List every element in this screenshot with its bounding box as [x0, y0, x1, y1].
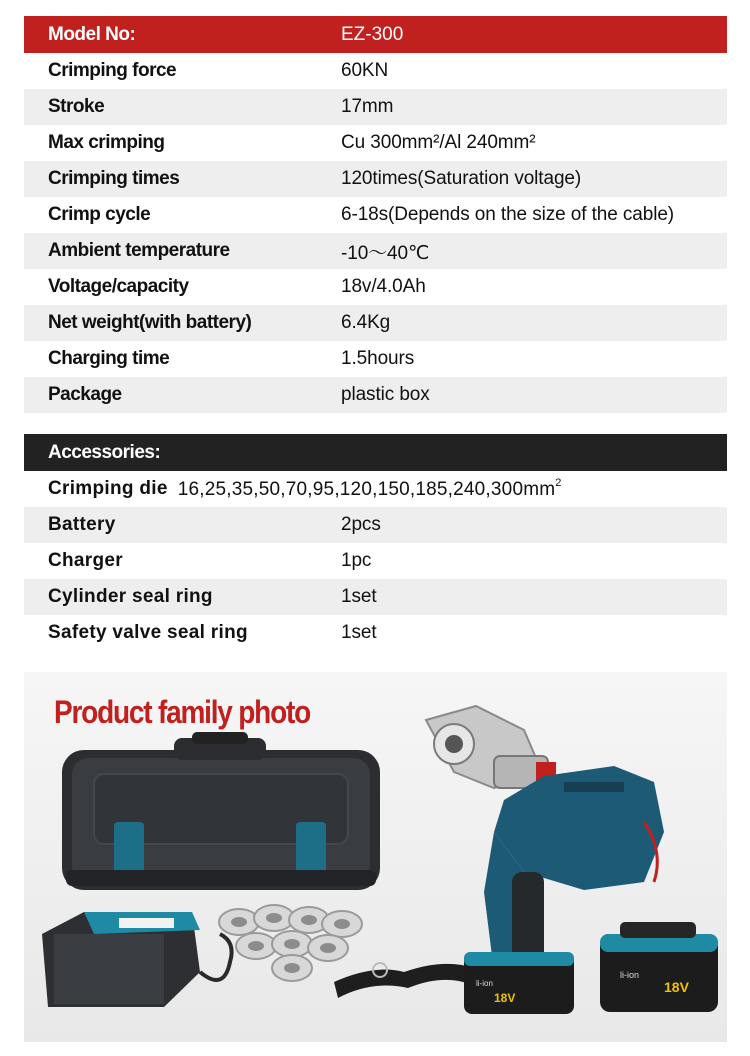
- spec-label: Crimp cycle: [48, 204, 151, 225]
- crimping-die-value: [178, 477, 562, 501]
- spec-label: Ambient temperature: [48, 240, 230, 261]
- spec-value: 6-18s(Depends on the size of the cable): [341, 204, 675, 225]
- spare-battery-image: [600, 922, 718, 1012]
- charger-image: [42, 912, 232, 1007]
- shoulder-strap-image: [334, 963, 474, 998]
- accessory-row: [24, 579, 727, 615]
- spare-battery-brand: li-ion: [620, 970, 640, 980]
- accessory-value: 1set: [341, 586, 377, 607]
- battery-brand: li-ion: [476, 979, 493, 988]
- spare-battery-label: 18V: [664, 979, 689, 995]
- spec-label: Charging time: [48, 348, 170, 369]
- spec-value: -10～40℃: [341, 242, 430, 264]
- accessory-value: 1set: [341, 622, 377, 643]
- crimping-dies-image: [219, 905, 362, 981]
- spec-row: [24, 341, 727, 377]
- accessory-row: [24, 507, 727, 543]
- accessory-label: Battery: [48, 514, 116, 535]
- unit-superscript: 2: [555, 477, 562, 489]
- accessories-table: [24, 434, 727, 651]
- spec-row: [24, 161, 727, 197]
- spec-row: [24, 269, 727, 305]
- spec-label: Max crimping: [48, 132, 165, 153]
- spec-value: 17mm: [341, 96, 394, 117]
- accessory-label: Cylinder seal ring: [48, 586, 213, 607]
- spec-label: Crimping force: [48, 60, 177, 81]
- accessory-row: [24, 543, 727, 579]
- accessories-title: Accessories:: [48, 441, 161, 463]
- spec-row: [24, 377, 727, 413]
- spec-label: Voltage/capacity: [48, 276, 189, 297]
- accessories-header-row: [24, 434, 727, 471]
- spec-row: [24, 53, 727, 89]
- spec-table: [24, 16, 727, 413]
- spec-row: [24, 89, 727, 125]
- battery-label: 18V: [494, 991, 516, 1005]
- accessory-value: 1pc: [341, 550, 372, 571]
- model-value: EZ-300: [341, 23, 404, 45]
- accessory-label: Safety valve seal ring: [48, 622, 248, 643]
- crimping-die-label: Crimping die: [48, 478, 168, 499]
- carrying-case-image: [62, 732, 380, 890]
- model-header-row: [24, 16, 727, 53]
- spec-row: [24, 197, 727, 233]
- spec-value: Cu 300mm²/Al 240mm²: [341, 132, 536, 153]
- spec-row: [24, 125, 727, 161]
- spec-label: Stroke: [48, 96, 105, 117]
- spec-value: 18v/4.0Ah: [341, 276, 426, 297]
- spec-label: Package: [48, 384, 122, 405]
- product-family-photo: [24, 672, 727, 1042]
- spec-row: [24, 305, 727, 341]
- spec-value: 120times(Saturation voltage): [341, 168, 582, 189]
- model-label: Model No:: [48, 23, 136, 45]
- accessory-row: [24, 615, 727, 651]
- spec-value: 1.5hours: [341, 348, 415, 369]
- spec-value: 6.4Kg: [341, 312, 391, 333]
- crimping-die-row: [24, 471, 727, 507]
- tool-battery-image: [464, 952, 574, 1014]
- spec-value: 60KN: [341, 60, 389, 81]
- crimping-die-sizes: 16,25,35,50,70,95,120,150,185,240,300mm: [177, 479, 556, 500]
- spec-label: Net weight(with battery): [48, 312, 252, 333]
- spec-row: [24, 233, 727, 269]
- accessory-value: 2pcs: [341, 514, 381, 535]
- accessory-label: Charger: [48, 550, 123, 571]
- spec-label: Crimping times: [48, 168, 180, 189]
- spec-value: plastic box: [341, 384, 430, 405]
- photo-title: Product family photo: [54, 694, 311, 730]
